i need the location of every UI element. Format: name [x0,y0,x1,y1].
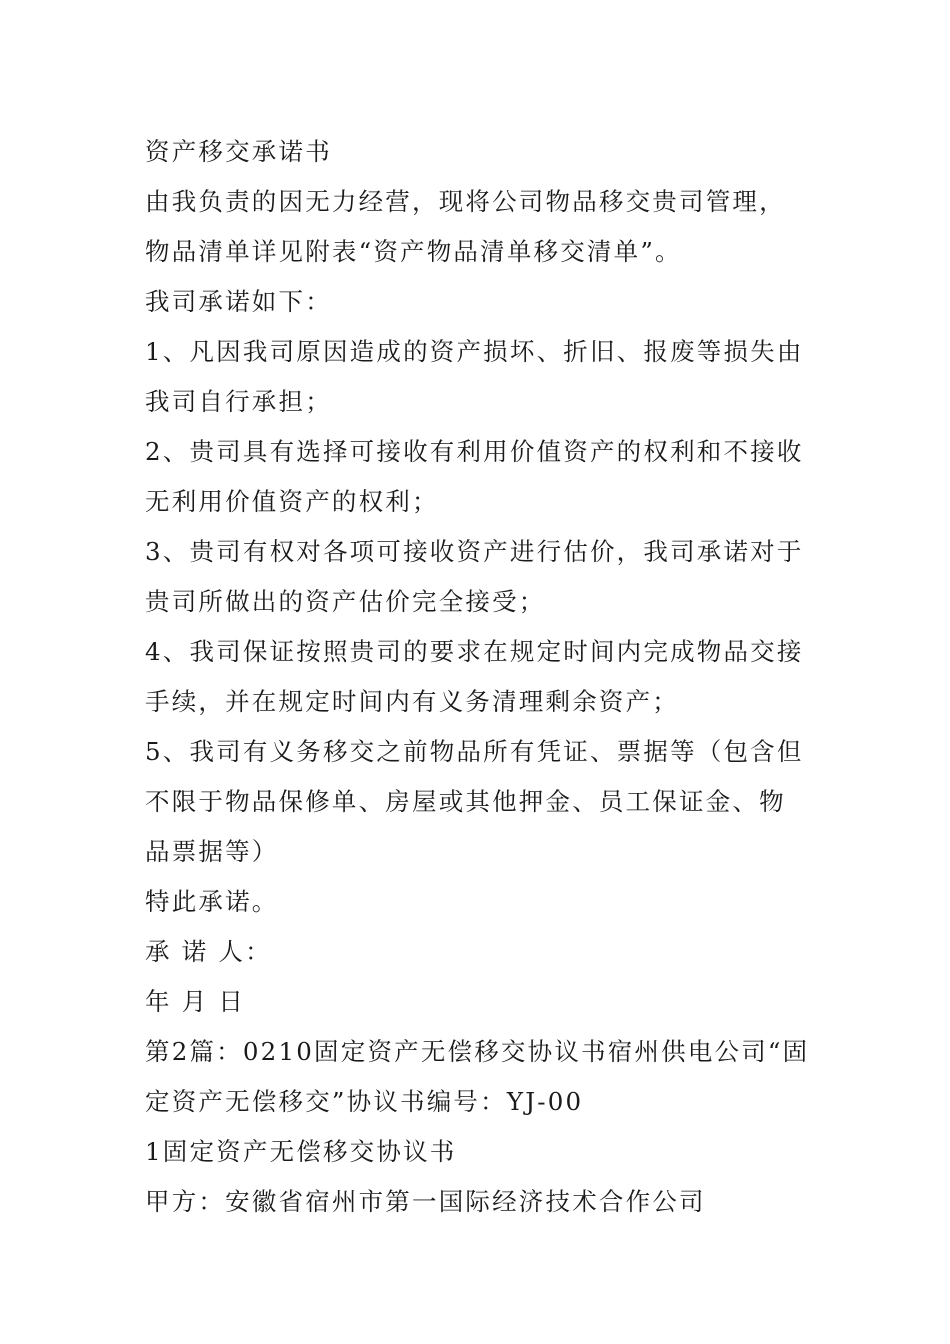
closing-statement: 特此承诺。 [145,887,279,916]
party-a-line: 甲方：安徽省宿州市第一国际经济技术合作公司 [145,1187,706,1216]
commitment-item-1: 1、凡因我司原因造成的资产损坏、折旧、报废等损失由我司自行承担； [145,337,804,416]
section-2-heading: 第2篇：0210固定资产无偿移交协议书宿州供电公司“固定资产无偿移交”协议书编号：YJ-00 [145,1037,810,1116]
commitment-item-3: 3、贵司有权对各项可接收资产进行估价，我司承诺对于贵司所做出的资产估价完全接受； [145,537,804,616]
agreement-title: 1固定资产无偿移交协议书 [145,1137,457,1166]
commitment-heading: 我司承诺如下： [145,287,332,316]
document-title: 资产移交承诺书 [145,137,332,166]
document-body [145,127,810,1227]
signatory-line: 承 诺 人： [145,937,272,966]
intro-paragraph: 由我负责的因无力经营，现将公司物品移交贵司管理，物品清单详见附表“资产物品清单移交清单”。 [145,187,786,266]
commitment-item-2: 2、贵司具有选择可接收有利用价值资产的权利和不接收无利用价值资产的权利； [145,437,804,516]
commitment-item-4: 4、我司保证按照贵司的要求在规定时间内完成物品交接手续，并在规定时间内有义务清理剩余资产； [145,637,804,716]
commitment-item-5: 5、我司有义务移交之前物品所有凭证、票据等（包含但不限于物品保修单、房屋或其他押金、员工保证金、物品票据等） [145,737,804,866]
date-line: 年 月 日 [145,987,246,1016]
